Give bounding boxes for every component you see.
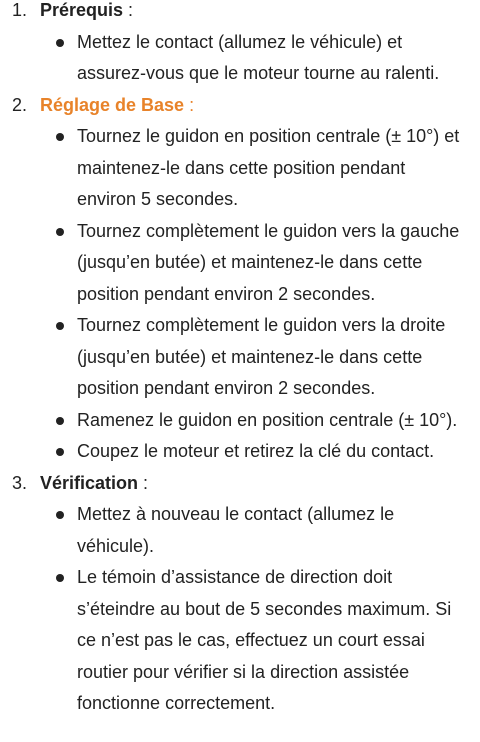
list-item: [40, 562, 480, 720]
list-item: [40, 310, 480, 405]
bullet-list: [40, 27, 480, 90]
step-verification: [0, 468, 480, 720]
step-reglage-de-base: [0, 90, 480, 468]
bullet-text: Coupez le moteur et retirez la clé du contact.: [77, 441, 435, 461]
step-number: 2.: [12, 94, 28, 115]
bullet-text: Ramenez le guidon en position centrale (± 10°).: [77, 409, 458, 430]
step-number: 3.: [12, 472, 28, 493]
step-colon: :: [184, 94, 195, 115]
step-heading: [40, 468, 480, 500]
bullet-dot-icon: [56, 417, 64, 425]
list-item: [40, 436, 480, 468]
bullet-dot-icon: [56, 511, 64, 519]
step-heading: [40, 90, 480, 122]
list-item: [40, 216, 480, 311]
bullet-text: Mettez le contact (allumez le véhicule) et assurez-vous que le moteur tourne au ralenti.: [77, 31, 440, 83]
step-title: Réglage de Base: [40, 94, 185, 115]
bullet-dot-icon: [56, 228, 64, 236]
list-item: [40, 27, 480, 90]
step-title: Prérequis: [40, 0, 124, 20]
step-title: Vérification: [40, 472, 139, 493]
bullet-text: Mettez à nouveau le contact (allumez le véhicule).: [77, 504, 395, 556]
bullet-dot-icon: [56, 448, 64, 456]
list-item: [40, 405, 480, 437]
bullet-dot-icon: [56, 322, 64, 330]
bullet-text: Tournez complètement le guidon vers la gauche (jusqu’en butée) et maintenez-le dans cette position pendant environ 2 secondes.: [77, 220, 460, 304]
bullet-text: Tournez complètement le guidon vers la droite (jusqu’en butée) et maintenez-le dans cette position pendant environ 2 secondes.: [77, 315, 446, 398]
step-prerequis: [0, 0, 480, 90]
list-item: [40, 499, 480, 562]
bullet-dot-icon: [56, 574, 64, 582]
step-colon: :: [138, 472, 149, 493]
bullet-list: [40, 499, 480, 720]
bullet-text: Le témoin d’assistance de direction doit s’éteindre au bout de 5 secondes maximum. Si ce n’est pas le cas, effectuez un court essai routier pour vérifier si la direction assistée fonctionne correctement.: [77, 567, 452, 713]
bullet-text: Tournez le guidon en position centrale (± 10°) et maintenez-le dans cette position pendant environ 5 secondes.: [77, 126, 460, 209]
step-number: 1.: [12, 0, 28, 20]
bullet-dot-icon: [56, 133, 64, 141]
bullet-list: [40, 121, 480, 468]
step-colon: :: [123, 0, 134, 20]
bullet-dot-icon: [56, 39, 64, 47]
list-item: [40, 121, 480, 216]
step-heading: [40, 0, 480, 27]
